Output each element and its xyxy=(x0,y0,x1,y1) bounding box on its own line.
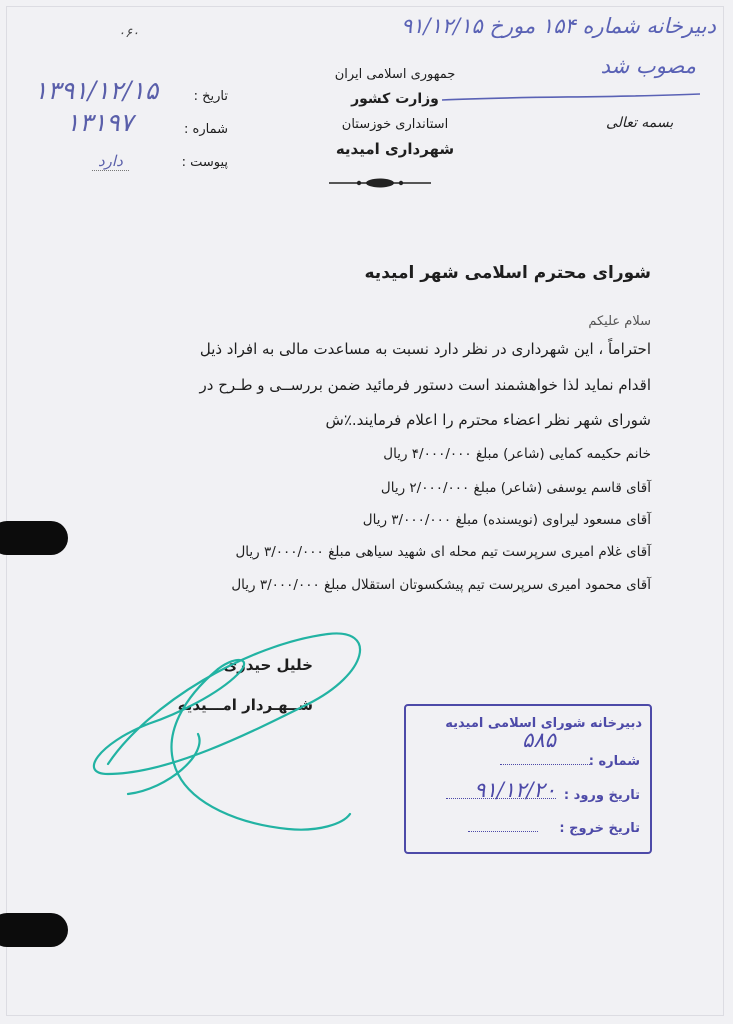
paragraph-line: احتراماً ، این شهرداری در نظر دارد نسبت به مساعدت مالی به افراد ذیل xyxy=(199,340,651,358)
handwritten-signature xyxy=(88,624,368,854)
recipient: شورای محترم اسلامی شهر امیدیه xyxy=(364,263,651,283)
salutation: سلام علیکم xyxy=(588,314,651,329)
signatory-name: خلیل حیدری xyxy=(223,656,313,674)
bismillah: بسمه تعالی xyxy=(606,115,674,131)
note-line-1: دبیرخانه شماره ۱۵۴ مورخ ۹۱/۱۲/۱۵ xyxy=(400,14,716,38)
note-line-2: مصوب شد xyxy=(600,54,696,78)
stamp-exit-dots xyxy=(468,831,538,832)
top-mark: ۰۶۰ xyxy=(118,26,139,41)
stamp-exit-label: تاریخ خروج : xyxy=(559,821,640,836)
letterhead-ornament xyxy=(325,176,435,190)
attachment-label: پیوست : xyxy=(181,155,228,170)
stamp-title: دبیرخانه شورای اسلامی امیدیه xyxy=(445,716,642,731)
punch-hole-bottom xyxy=(0,913,68,947)
number-label: شماره : xyxy=(184,122,228,137)
attachment-value: دارد xyxy=(92,152,129,171)
stamp-number-dots xyxy=(500,764,590,765)
punch-hole-top xyxy=(0,521,68,555)
paragraph-line: اقدام نماید لذا خواهشمند است دستور فرمائید ضمن بررســی و طـرح در xyxy=(199,376,651,394)
letterhead-municipality: شهرداری امیدیه xyxy=(335,140,455,158)
signatory-title: شــهـردار امـــیدیه xyxy=(177,696,313,714)
grant-item: آقای محمود امیری سرپرست تیم پیشکسوتان استقلال مبلغ ۳/۰۰۰/۰۰۰ ریال xyxy=(231,577,651,593)
stamp-entry-label: تاریخ ورود : xyxy=(563,788,640,803)
stamp-entry-dots xyxy=(446,798,556,799)
stamp-number-value: ۵۸۵ xyxy=(522,728,556,752)
grant-item: آقای مسعود لیراوی (نویسنده) مبلغ ۳/۰۰۰/۰۰۰ ریال xyxy=(362,512,651,528)
grant-item: آقای قاسم یوسفی (شاعر) مبلغ ۲/۰۰۰/۰۰۰ ریال xyxy=(380,480,651,496)
grant-item: خانم حکیمه کمایی (شاعر) مبلغ ۴/۰۰۰/۰۰۰ ریال xyxy=(383,446,651,462)
paragraph-line: شورای شهر نظر اعضاء محترم را اعلام فرمایند.٪ش xyxy=(325,411,651,429)
letterhead-ministry: وزارت کشور xyxy=(351,91,439,107)
number-value: ۱۳۱۹۷ xyxy=(66,108,134,137)
note-underline xyxy=(440,92,702,104)
date-value: ۱۳۹۱/۱۲/۱۵ xyxy=(34,76,159,105)
stamp-number-label: شماره : xyxy=(588,754,640,769)
grant-item: آقای غلام امیری سرپرست تیم محله ای شهید سیاهی مبلغ ۳/۰۰۰/۰۰۰ ریال xyxy=(235,544,651,560)
letterhead-province: استانداری خوزستان xyxy=(341,117,449,132)
handwritten-note xyxy=(400,10,720,110)
secretariat-stamp xyxy=(404,704,652,854)
date-label: تاریخ : xyxy=(193,89,228,104)
letter-meta xyxy=(28,76,228,176)
stamp-entry-value: ۹۱/۱۲/۲۰ xyxy=(474,778,556,802)
letterhead-country: جمهوری اسلامی ایران xyxy=(334,67,456,82)
